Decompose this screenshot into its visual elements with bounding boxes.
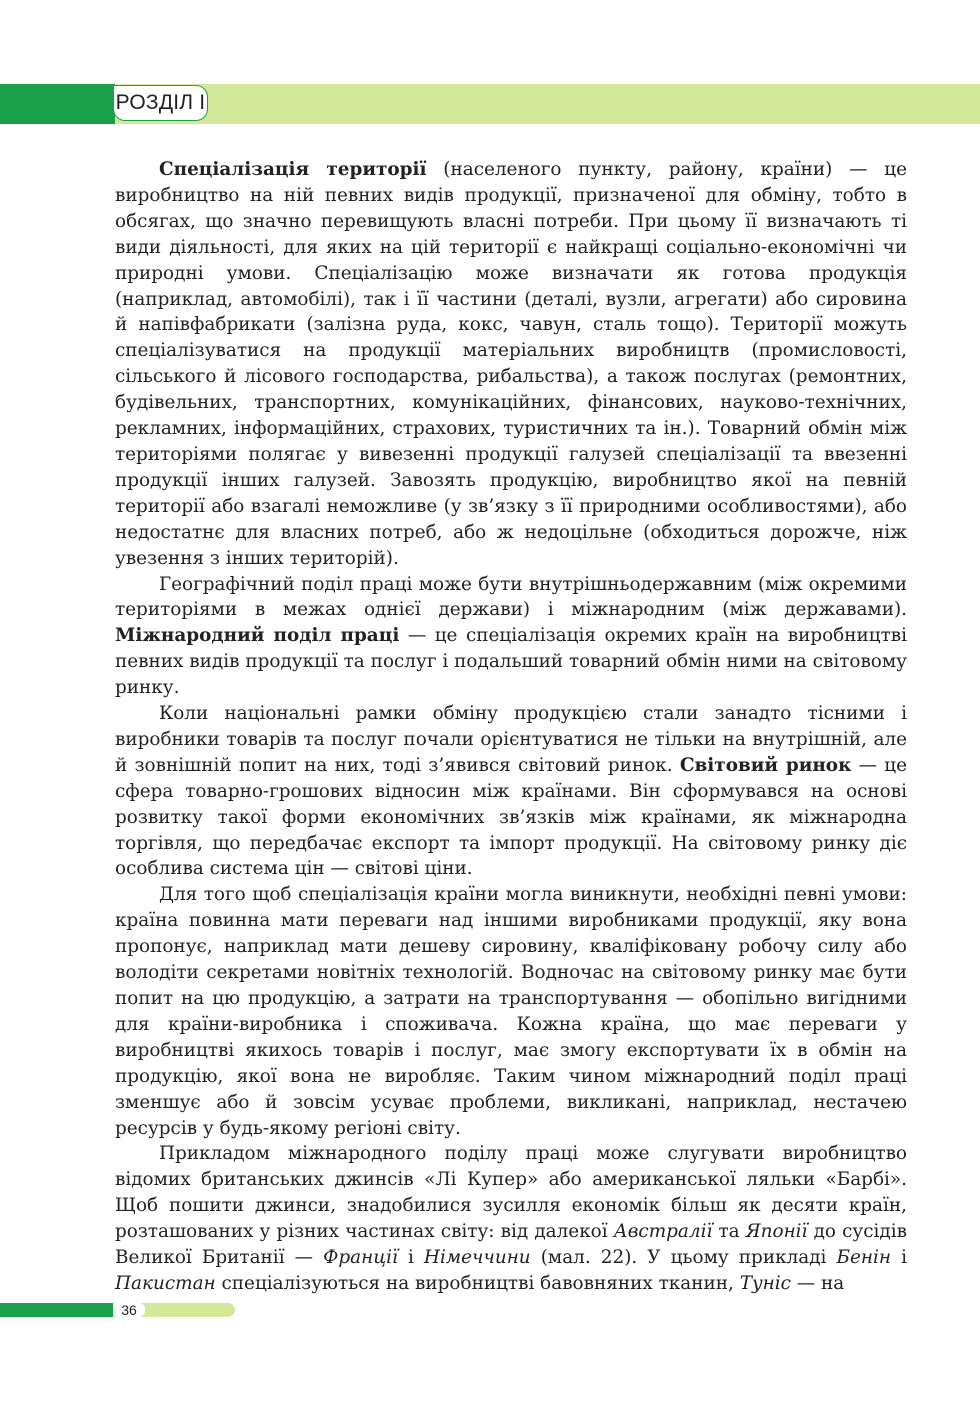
paragraph-text: — це спеціалізація окремих країн на виробництві певних видів продукції та послуг і подальший товарний обмін ними на світовому ринку. — [115, 625, 908, 699]
country-pakistan: Пакистан — [115, 1272, 216, 1294]
section-label: РОЗДІЛ І — [113, 85, 208, 121]
paragraph-conditions — [115, 882, 907, 1141]
page-number: 36 — [113, 1303, 145, 1317]
term-world-market: Світовий ринок — [679, 754, 852, 776]
term-international-division: Міжнародний поділ праці — [115, 625, 400, 647]
paragraph-text: до сусідів Великої Британії — — [115, 1221, 907, 1269]
country-benin: Бенін — [836, 1247, 892, 1269]
paragraph-specialization — [115, 157, 907, 572]
paragraph-text: спеціалізуються на виробництві бавовняних тканин, — [215, 1272, 740, 1294]
paragraph-example — [115, 1141, 907, 1296]
paragraph-text: Географічний поділ праці може бути внутрішньодержавним (між окремими територіями в межах однієї держави) і міжнародним (між державами). — [115, 573, 907, 621]
paragraph-text: і — [891, 1247, 908, 1269]
country-germany: Німеччини — [423, 1247, 531, 1269]
country-australia: Австралії — [613, 1221, 713, 1243]
paragraph-text: (населеного пункту, району, країни) — це виробництво на ній певних видів продукції, призначеної для обміну, тобто в обсягах, що значно перевищують власні потреби. При цьому її визначають ті види діяльності, для яких на цій території є найкращі соціально-економічні чи природні умови. Спеціалізацію може визначати як готова продукція (наприклад, автомобілі), так і її частини (деталі, вузли, агрегати) або сировина й напівфабрикати (залізна руда, кокс, чавун, сталь тощо). Території можуть спеціалізуватися на продукції матеріальних виробництв (промисловості, сільського й лісового господарства, рибальства), а також послугах (ремонтних, будівельних, транспортних, комунікаційних, фінансових, науково-технічних, рекламних, інформаційних, страхових, туристичних та ін.). Товарний обмін між територіями полягає у вивезенні продукції галузей спеціалізації та ввезенні продукції інших галузей. Завозять продукцію, виробництво якої на певній території або взагалі неможливе (у зв’язку з її природними особливостями), або недостатнє для власних потреб, або ж недоцільне (обходиться дорожче, ніж увезення з інших територій). — [115, 159, 908, 569]
paragraph-division-of-labour — [115, 572, 907, 702]
paragraph-text: Для того щоб спеціалізація країни могла виникнути, необхідні певні умови: країна повинна мати переваги над іншими виробниками продукції, яку вона пропонує, наприклад мати дешеву сировину, кваліфіковану робочу силу або володіти секретами новітніх технологій. Водночас на світовому ринку має бути попит на цю продукцію, а затрати на транспортування — обопільно вигідними для країни-виробника і споживача. Кожна країна, що має переваги у виробництві якихось товарів і послуг, має змогу експортувати їх в обмін на продукцію, якої вона не виробляє. Таким чином міжнародний поділ праці зменшує або й зовсім усуває проблеми, викликані, наприклад, нестачею ресурсів у будь-якому регіоні світу. — [115, 884, 907, 1139]
paragraph-text: (мал. 22). У цьому прикладі — [530, 1247, 837, 1269]
term-territory-specialization: Спеціалізація території — [159, 159, 427, 180]
paragraph-world-market — [115, 701, 907, 882]
country-france: Франції — [323, 1247, 398, 1269]
country-tunisia: Туніс — [739, 1272, 791, 1294]
country-japan: Японії — [745, 1221, 808, 1243]
body-text — [115, 157, 907, 1297]
paragraph-text: — це сфера товарно-грошових відносин між країнами. Він сформувався на основі розвитку такої форми економічних зв’язків між країнами, як міжнародна торгівля, що передбачає експорт та імпорт продукції. На світовому ринку діє особлива система цін — світові ціни. — [115, 754, 907, 880]
paragraph-text: Прикладом міжнародного поділу праці може слугувати виробництво відомих британських джинсів «Лі Купер» або американської ляльки «Барбі». Щоб пошити джинси, знадобилися зусилля економік більш як десяти країн, розташованих у різних частинах світу: від далекої — [115, 1143, 907, 1243]
paragraph-text: і — [397, 1247, 424, 1269]
paragraph-text: Коли національні рамки обміну продукцією стали занадто тісними і виробники товарів та послуг почали орієнтуватися не тільки на внутрішній, але й зовнішній попит на них, тоді з’явився світовий ринок. — [115, 703, 907, 776]
paragraph-text: — на — [790, 1272, 845, 1294]
paragraph-text: та — [712, 1221, 746, 1243]
